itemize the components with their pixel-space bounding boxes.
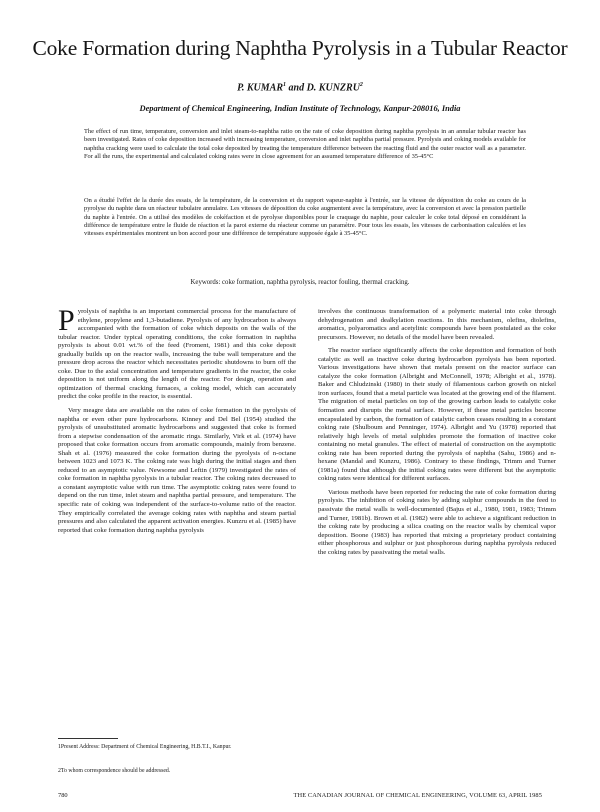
- journal-running-footer: THE CANADIAN JOURNAL OF CHEMICAL ENGINEERING, VOLUME 63, APRIL 1985: [293, 792, 542, 799]
- author-1-footnote-marker: 1: [283, 82, 287, 88]
- paragraph-text: yrolysis of naphtha is an important commercial process for the manufacture of ethylene, propylene and 1,3-butadiene. Pyrolysis of any hydrocarbon is always accompanied with the formation of coke which deposits on the walls of the tubular reactor. Under typical operating conditions, the coke formation in naphtha pyrolysis is about 0.01 wt.% of the feed (Froment, 1981) and this coke deposit gradually builds up on the reactor walls, increasing the tube wall temperature and the pressure drop across the reactor which necessitates periodic shutdowns to burn off the coke. Due to the axial concentration and temperature gradients in the reactor, the coke deposition is not uniform along the length of the reactor. For design, operation and optimization of thermal cracking furnaces, a coking model, which can accurately predict the coke profile in the reactor, is essential.: [58, 308, 296, 401]
- keywords: Keywords: coke formation, naphtha pyrolysis, reactor fouling, thermal cracking.: [190, 279, 410, 286]
- abstract-english: The effect of run time, temperature, conversion and inlet steam-to-naphtha ratio on the rate of coke deposition during naphtha pyrolysis in an annular tubular reactor has been investigated. Rates of coke deposition increased with increasing temperature, conversion and inlet naphtha partial pressure. Pyrolysis and coking models available for naphtha cracking were used to calculate the total coke deposited by treating the temperature difference between the reacting fluid and the outer reactor wall as a parameter. For all the runs, the experimental and calculated coking rates were in close agreement for an assumed temperature difference of 35-45°C: [84, 128, 526, 161]
- body-paragraph: [58, 304, 296, 402]
- abstract-french: On a étudié l'effet de la durée des essais, de la température, de la conversion et du rapport vapeur-naphte à l'entrée, sur la vitesse de déposition du coke au cours de la pyrolyse du naphte dans un réacteur tubulaire annulaire. Les vitesses de déposition du coke augmentent avec la température, avec la conversion et avec la pression partielle du naphte à l'entrée. On a utilisé des modèles de cokéfaction et de pyrolyse disponibles pour le craquage du naphte, pour calculer le coke total déposé en considérant la différence de température entre le fluide de réaction et la paroi externe du réacteur comme un paramètre. Pour tous les essais, les vitesses de carbonisation calculées et les vitesses expérimentales montrent un bon accord pour une différence de température supposée égale à 35-45°C.: [84, 197, 526, 238]
- drop-cap: P: [58, 304, 75, 337]
- footnote-divider: [58, 738, 118, 739]
- body-column-left: [58, 304, 296, 540]
- author-joiner: and: [286, 82, 307, 94]
- body-column-right: [318, 308, 556, 562]
- body-paragraph: The reactor surface significantly affects the coke deposition and formation of both catalytic as well as inactive coke during hydrocarbon pyrolysis has been reported. Various investigations have shown that metals present on the reactor surface can catalyze the coke formation (Albright and McConnell, 1978; Albright et al., 1978). Baker and Chludzinski (1980) in their study of filamentous carbon growth on nickel iron surfaces, found that a metal particle was located at the growing end of the filament. The migration of metal particles on top of the growing carbon leads to catalytic coke formation and disrupts the metal surface. However, if these metal particles become encapsulated by carbon, the formation of catalytic carbon ceases resulting in a constant coking rate (Shulboum and Penninger, 1974). Albright and Yu (1978) reported that relatively high levels of metal sulphides promote the formation of inactive coke containing no metal granules. The effect of material of construction on the asymptotic coking rate has been reported during the pyrolysis of naphtha (Sahu, 1986) and n-hexane (Mandal and Kunzru, 1986). Contrary to these findings, Trimm and Turner (1981a) found that although the initial coking rates were different but the asymptotic coking rates were identical for different surfaces.: [318, 347, 556, 483]
- footnote-correspondence: 2To whom correspondence should be addressed.: [58, 768, 171, 774]
- footnote-present-address: 1Present Address: Department of Chemical Engineering, H.B.T.I., Kanpur.: [58, 744, 232, 750]
- author-1: P. KUMAR: [237, 82, 284, 94]
- author-2-footnote-marker: 2: [359, 82, 363, 88]
- body-paragraph: Various methods have been reported for reducing the rate of coke formation during pyrolysis. The inhibition of coking rates by adding sulphur compounds in the feed to passivate the metal walls is well-documented (Bajus et al., 1980, 1981, 1983; Trimm and Turner, 1981b). Brown et al. (1982) were able to achieve a significant reduction in the coking rate by producing a silica coating on the reactor walls by chemical vapor deposition. Boone (1983) has reported that mixing a proprietary product containing either phosphorous and sulphur or just phosphorous during naphtha pyrolysis reduced the coking rates by passivating the metal walls.: [318, 488, 556, 556]
- page-number: 780: [58, 792, 68, 799]
- author-line: [0, 82, 600, 93]
- paper-title: Coke Formation during Naphtha Pyrolysis in a Tubular Reactor: [32, 36, 568, 60]
- body-paragraph: Very meagre data are available on the rates of coke formation in the pyrolysis of naphtha or even other pure hydrocarbons. Kinney and Del Bel (1954) studied the pyrolysis of unsubstituted aromatic hydrocarbons and suggested that coke is formed from a stepwise condensation of the aromatic rings. Similarly, Virk et al. (1974) have proposed that coke formation occurs from aromatic compounds, mainly from benzene. Shah et al. (1976) measured the coke formation during the pyrolysis of n-octane between 1023 and 1073 K. The coking rate was high during the initial stages and then reduced to an asymptotic value. Newsome and Leftin (1979) investigated the rates of coke formation in naphtha pyrolysis in a tubular reactor. The coking rates decreased to a constant asymptotic value with run time. The asymptotic coking rates were found to depend on the run time, inlet steam and naphtha partial pressure, and temperature. The specific rate of coking was independent of the surface-to-volume ratio of the reactor. They empirically correlated the average coking rates with naphtha and steam partial pressures and also calculated the apparent activation energies. Kunzru et al. (1985) have reported that coke formation during naphtha pyrolysis: [58, 407, 296, 534]
- body-paragraph: involves the continuous transformation of a polymeric material into coke through dehydrogenation and dealkylation reactions. In this mechanism, olefins, diolefins, aromatics, polyaromatics and acetylinic compounds have been postulated as the coke precursors. However, no details of the model have been revealed.: [318, 308, 556, 341]
- affiliation: Department of Chemical Engineering, Indian Institute of Technology, Kanpur-208016, India: [139, 104, 461, 113]
- author-2: D. KUNZRU: [306, 82, 360, 94]
